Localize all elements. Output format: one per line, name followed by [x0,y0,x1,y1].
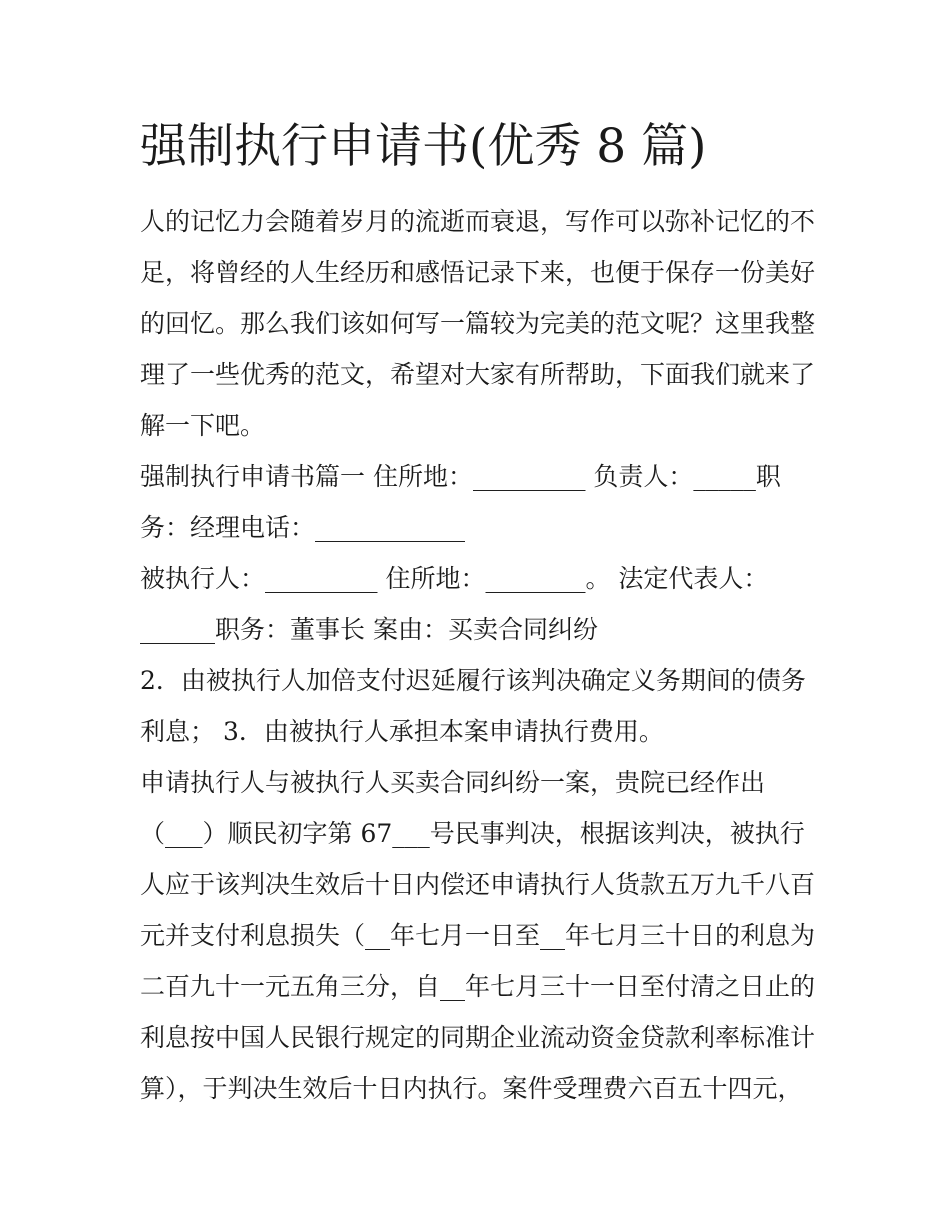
body-line-17: 利息按中国人民银行规定的同期企业流动资金贷款利率标准计 [140,1023,816,1052]
body-line-10: 2．由被执行人加倍支付迟延履行该判决确定义务期间的债务 [140,666,806,695]
body-line-14: 人应于该判决生效后十日内偿还申请执行人货款五万九千八百 [140,870,816,899]
body-line-1: 人的记忆力会随着岁月的流逝而衰退，写作可以弥补记忆的不 [140,207,816,236]
body-line-9: ______职务：董事长 案由：买卖合同纠纷 [140,615,598,644]
body-line-7: 务：经理电话：____________ [140,513,466,542]
body-line-3: 的回忆。那么我们该如何写一篇较为完美的范文呢？这里我整 [140,309,816,338]
body-line-5: 解一下吧。 [140,411,266,440]
body-line-11: 利息； 3．由被执行人承担本案申请执行费用。 [140,717,664,746]
body-line-2: 足，将曾经的人生经历和感悟记录下来，也便于保存一份美好 [140,258,816,287]
body-line-4: 理了一些优秀的范文，希望对大家有所帮助，下面我们就来了 [140,360,816,389]
body-line-13: （___）顺民初字第 67___号民事判决，根据该判决，被执行 [140,819,805,848]
body-line-6: 强制执行申请书篇一 住所地：_________ 负责人：_____职 [140,462,781,491]
document-title: 强制执行申请书(优秀 8 篇) [140,119,707,174]
body-line-8: 被执行人：_________ 住所地：________。 法定代表人： [140,564,769,593]
body-line-16: 二百九十一元五角三分，自__年七月三十一日至付清之日止的 [140,972,816,1001]
body-line-12: 申请执行人与被执行人买卖合同纠纷一案，贵院已经作出 [140,768,766,797]
body-line-18: 算），于判决生效后十日内执行。案件受理费六百五十四元， [140,1074,803,1103]
body-line-15: 元并支付利息损失（__年七月一日至__年七月三十日的利息为 [140,921,816,950]
